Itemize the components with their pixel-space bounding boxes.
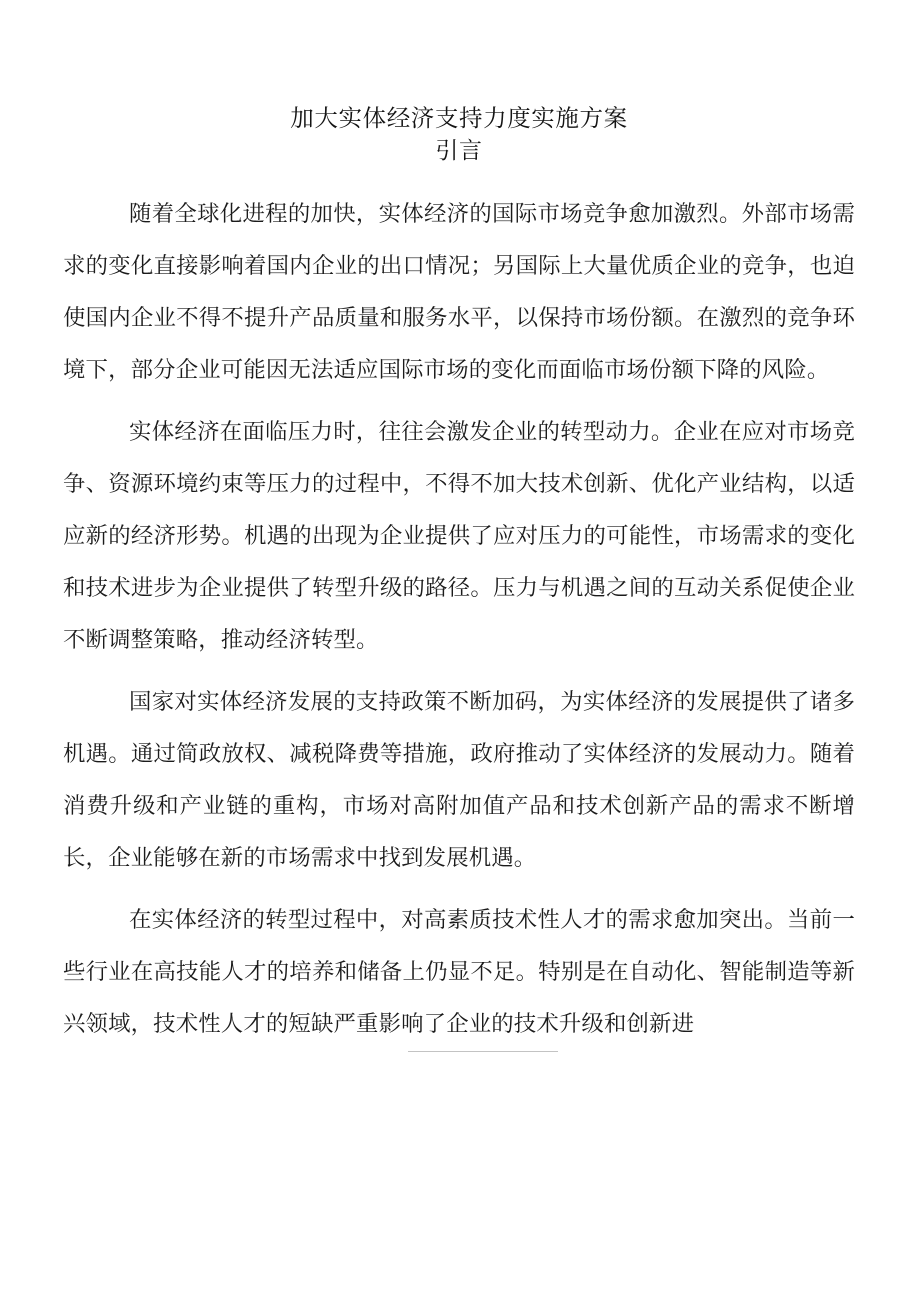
document-title: 加大实体经济支持力度实施方案 xyxy=(290,104,628,132)
paragraph-list xyxy=(63,188,855,1050)
document-subtitle: 引言 xyxy=(435,138,483,164)
body-paragraph-2: 实体经济在面临压力时，往往会激发企业的转型动力。企业在应对市场竞争、资源环境约束等压力的过程中，不得不加大技术创新、优化产业结构，以适应新的经济形势。机遇的出现为企业提供了应对压力的可能性，市场需求的变化和技术进步为企业提供了转型升级的路径。压力与机遇之间的互动关系促使企业不断调整策略，推动经济转型。 xyxy=(63,419,855,653)
document-body xyxy=(63,0,855,1050)
scan-artifact-line xyxy=(408,1051,558,1052)
body-paragraph-3: 国家对实体经济发展的支持政策不断加码，为实体经济的发展提供了诸多机遇。通过简政放权、减税降费等措施，政府推动了实体经济的发展动力。随着消费升级和产业链的重构，市场对高附加值产品和技术创新产品的需求不断增长，企业能够在新的市场需求中找到发展机遇。 xyxy=(63,689,855,871)
body-paragraph-1: 随着全球化进程的加快，实体经济的国际市场竞争愈加激烈。外部市场需求的变化直接影响着国内企业的出口情况；另国际上大量优质企业的竞争，也迫使国内企业不得不提升产品质量和服务水平，以保持市场份额。在激烈的竞争环境下，部分企业可能因无法适应国际市场的变化而面临市场份额下降的风险。 xyxy=(63,201,855,383)
body-paragraph-4: 在实体经济的转型过程中，对高素质技术性人才的需求愈加突出。当前一些行业在高技能人才的培养和储备上仍显不足。特别是在自动化、智能制造等新兴领域，技术性人才的短缺严重影响了企业的技术升级和创新进 xyxy=(63,907,855,1037)
